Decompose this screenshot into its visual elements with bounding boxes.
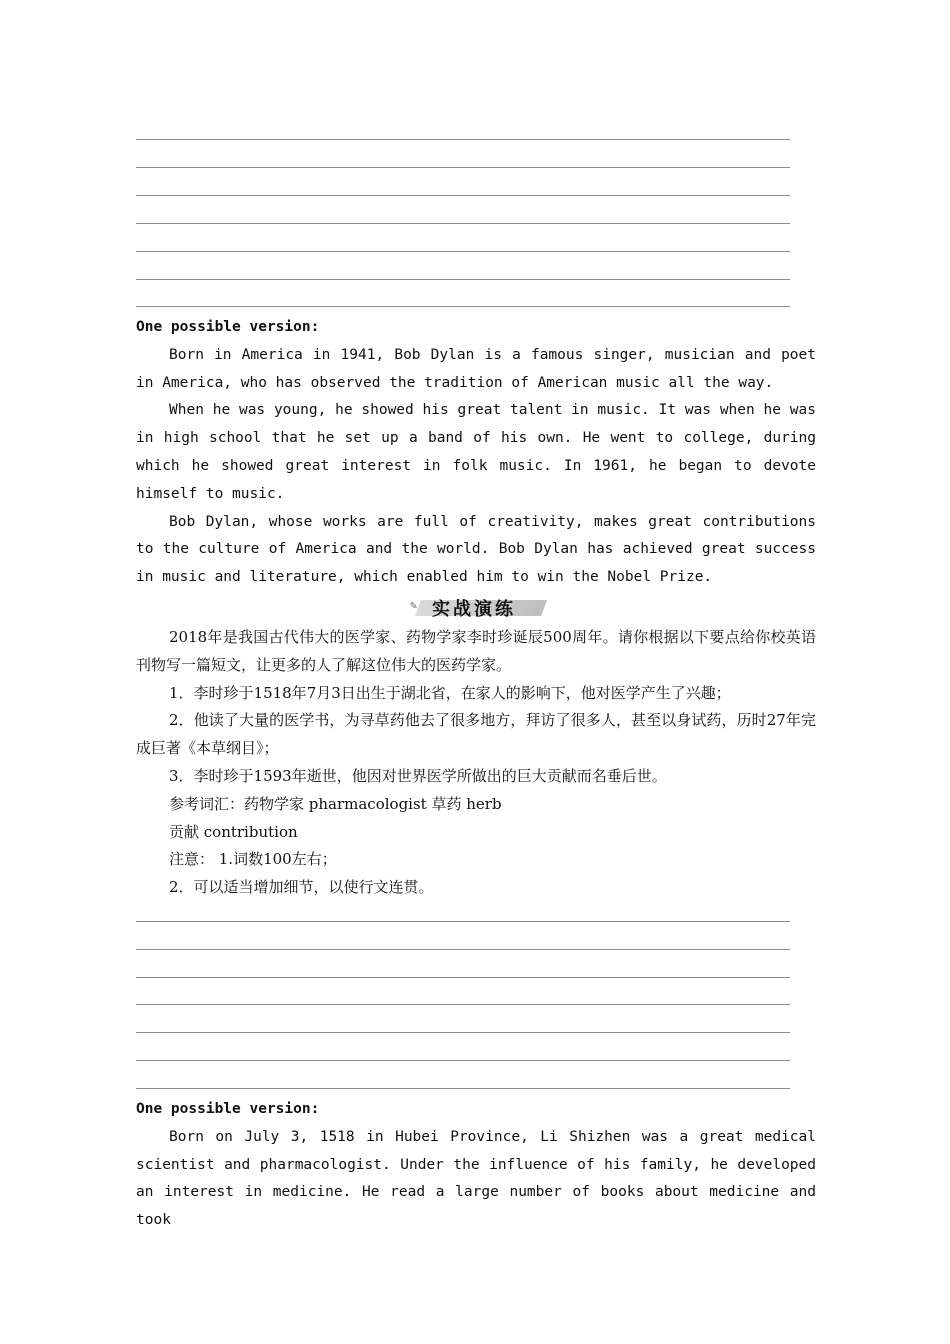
answer-line — [136, 1032, 790, 1034]
essay-paragraph: When he was young, he showed his great talent in music. It was when he was in high school that he set up a band of his own. He went to college, during which he showed great interest in folk music. In 1961, he began to devote himself to music. — [136, 402, 816, 502]
answer-line — [136, 195, 790, 197]
answer-line — [136, 1060, 790, 1062]
answer-line — [136, 167, 790, 169]
banner-title: 实战演练 — [432, 599, 516, 620]
answer-line — [136, 306, 790, 308]
task-point: 1．李时珍于1518年7月3日出生于湖北省，在家人的影响下，他对医学产生了兴趣； — [169, 683, 731, 702]
answer-line — [136, 949, 790, 951]
sample-essay-1 — [136, 314, 816, 592]
writing-task — [136, 624, 816, 902]
answer-line — [136, 1088, 790, 1090]
task-point: 3．李时珍于1593年逝世，他因对世界医学所做出的巨大贡献而名垂后世。 — [169, 766, 667, 785]
essay-paragraph: Bob Dylan, whose works are full of creativity, makes great contributions to the culture of America and the world. Bob Dylan has achieved great success in music and literature, which enabled him to win the Nobel Prize. — [136, 513, 816, 586]
sample-label: One possible version: — [136, 319, 320, 335]
answer-line — [136, 139, 790, 141]
answer-line — [136, 223, 790, 225]
answer-line — [136, 251, 790, 253]
task-vocab: 参考词汇：药物学家 pharmacologist 草药 herb — [169, 794, 502, 813]
essay-paragraph: Born on July 3, 1518 in Hubei Province, Li Shizhen was a great medical scientist and pharmacologist. Under the influence of his family, he developed an interest in medicine. He read a large number of books about medicine and took — [136, 1128, 816, 1229]
task-note: 注意： 1.词数100左右； — [169, 850, 337, 869]
writing-icon: ✎ — [410, 598, 418, 612]
task-note: 2．可以适当增加细节，以使行文连贯。 — [169, 878, 434, 897]
task-point: 2．他读了大量的医学书，为寻草药他去了很多地方，拜访了很多人，甚至以身试药，历时27年完成巨著《本草纲目》； — [136, 711, 816, 758]
sample-essay-2 — [136, 1096, 816, 1235]
task-intro: 2018年是我国古代伟大的医学家、药物学家李时珍诞辰500周年。请你根据以下要点给你校英语刊物写一篇短文，让更多的人了解这位伟大的医药学家。 — [136, 628, 816, 674]
answer-line — [136, 279, 790, 281]
sample-label: One possible version: — [136, 1101, 320, 1117]
answer-line — [136, 1004, 790, 1006]
answer-line — [136, 921, 790, 923]
answer-line — [136, 977, 790, 979]
section-banner — [410, 594, 550, 620]
essay-paragraph: Born in America in 1941, Bob Dylan is a famous singer, musician and poet in America, who has observed the tradition of American music all the way. — [136, 346, 816, 391]
task-vocab: 贡献 contribution — [169, 822, 298, 841]
